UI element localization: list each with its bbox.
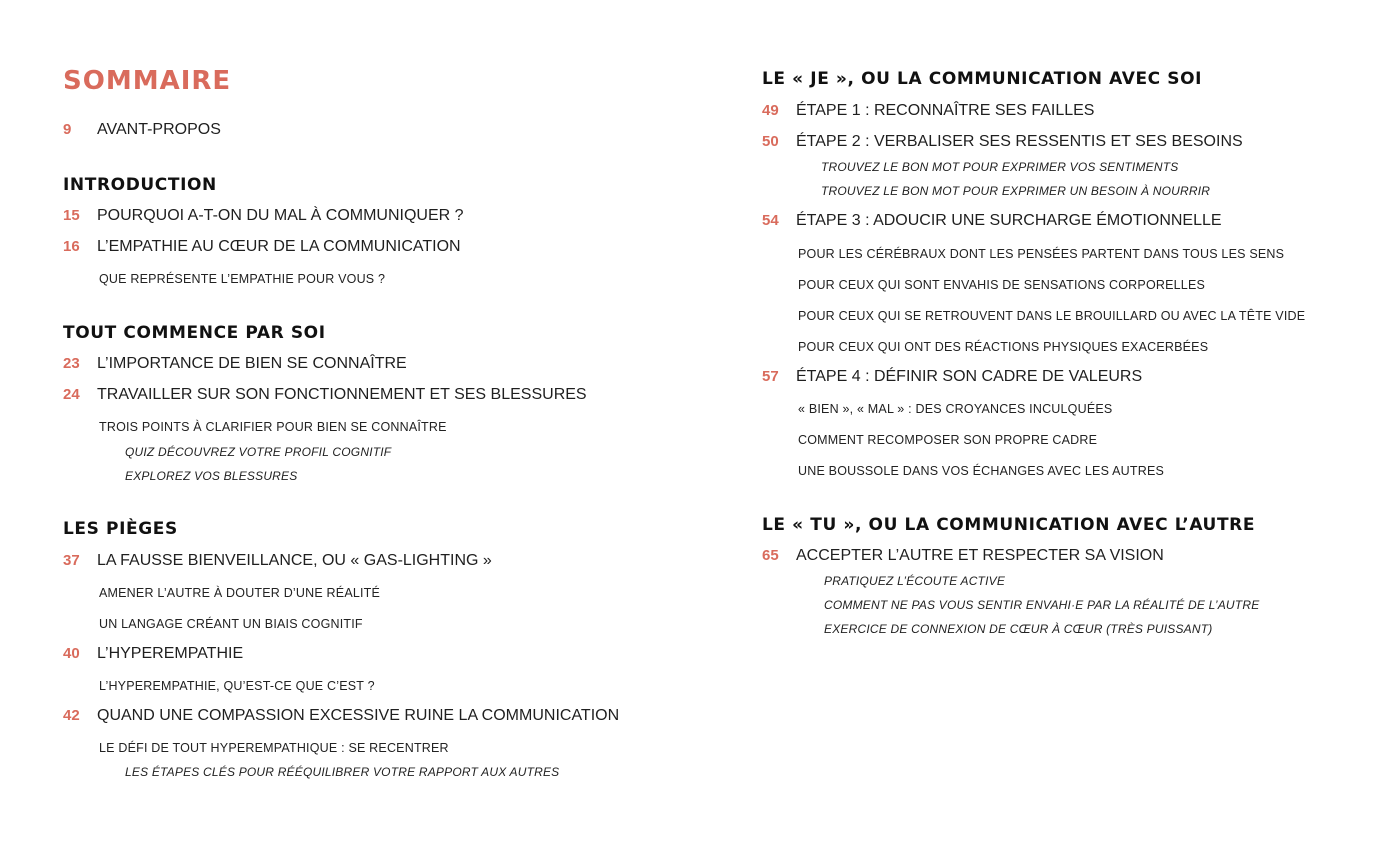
page-number: 50: [762, 133, 779, 150]
toc-subentry: TROIS POINTS À CLARIFIER POUR BIEN SE CONNAÎTRE: [99, 420, 447, 434]
page-number: 40: [63, 645, 80, 662]
toc-subentry: POUR CEUX QUI SONT ENVAHIS DE SENSATIONS CORPORELLES: [798, 278, 1206, 292]
toc-subentry: UN LANGAGE CRÉANT UN BIAIS COGNITIF: [99, 617, 363, 631]
page-number: 23: [63, 355, 80, 372]
toc-subsubentry: TROUVEZ LE BON MOT POUR EXPRIMER UN BESOIN À NOURRIR: [821, 184, 1211, 198]
page-number: 49: [762, 102, 779, 119]
page-number: 9: [63, 121, 72, 138]
entry-title: ÉTAPE 3 : ADOUCIR UNE SURCHARGE ÉMOTIONNELLE: [796, 212, 1222, 229]
page-number: 16: [63, 238, 80, 255]
entry-title: ÉTAPE 2 : VERBALISER SES RESSENTIS ET SES BESOINS: [796, 133, 1243, 150]
section-heading: LE « JE », OU LA COMMUNICATION AVEC SOI: [762, 69, 1203, 89]
section-heading: LE « TU », OU LA COMMUNICATION AVEC L’AUTRE: [762, 515, 1256, 535]
toc-subsubentry: EXPLOREZ VOS BLESSURES: [125, 469, 298, 483]
entry-title: QUAND UNE COMPASSION EXCESSIVE RUINE LA COMMUNICATION: [97, 707, 620, 724]
toc-subentry: POUR CEUX QUI SE RETROUVENT DANS LE BROUILLARD OU AVEC LA TÊTE VIDE: [798, 309, 1306, 323]
page-title: SOMMAIRE: [63, 66, 232, 96]
toc-subentry: « BIEN », « MAL » : DES CROYANCES INCULQUÉES: [798, 402, 1113, 416]
toc-subentry: LE DÉFI DE TOUT HYPEREMPATHIQUE : SE RECENTRER: [99, 741, 449, 755]
entry-title: L’IMPORTANCE DE BIEN SE CONNAÎTRE: [97, 355, 407, 372]
entry-title: POURQUOI A-T-ON DU MAL À COMMUNIQUER ?: [97, 207, 464, 224]
entry-title: AVANT-PROPOS: [97, 121, 221, 138]
section-heading: LES PIÈGES: [63, 519, 178, 539]
page-number: 57: [762, 368, 779, 385]
page-number: 37: [63, 552, 80, 569]
page-number: 24: [63, 386, 80, 403]
toc-subentry: COMMENT RECOMPOSER SON PROPRE CADRE: [798, 433, 1098, 447]
toc-subentry: POUR CEUX QUI ONT DES RÉACTIONS PHYSIQUES EXACERBÉES: [798, 340, 1209, 354]
entry-title: ÉTAPE 4 : DÉFINIR SON CADRE DE VALEURS: [796, 368, 1143, 385]
toc-subentry: AMENER L’AUTRE À DOUTER D’UNE RÉALITÉ: [99, 586, 381, 600]
entry-title: L’HYPEREMPATHIE: [97, 645, 244, 662]
toc-subsubentry: EXERCICE DE CONNEXION DE CŒUR À CŒUR (TRÈS PUISSANT): [824, 622, 1213, 636]
toc-subsubentry: QUIZ DÉCOUVREZ VOTRE PROFIL COGNITIF: [125, 445, 392, 459]
toc-subsubentry: TROUVEZ LE BON MOT POUR EXPRIMER VOS SENTIMENTS: [821, 160, 1179, 174]
toc-subentry: POUR LES CÉRÉBRAUX DONT LES PENSÉES PARTENT DANS TOUS LES SENS: [798, 247, 1285, 261]
entry-title: ÉTAPE 1 : RECONNAÎTRE SES FAILLES: [796, 102, 1095, 119]
page-number: 15: [63, 207, 80, 224]
page-number: 65: [762, 547, 779, 564]
toc-subsubentry: PRATIQUEZ L’ÉCOUTE ACTIVE: [824, 574, 1006, 588]
page-number: 42: [63, 707, 80, 724]
entry-title: LA FAUSSE BIENVEILLANCE, OU « GAS-LIGHTING »: [97, 552, 492, 569]
toc-subsubentry: COMMENT NE PAS VOUS SENTIR ENVAHI·E PAR LA RÉALITÉ DE L’AUTRE: [824, 598, 1260, 612]
toc-subsubentry: LES ÉTAPES CLÉS POUR RÉÉQUILIBRER VOTRE RAPPORT AUX AUTRES: [125, 765, 560, 779]
page-number: 54: [762, 212, 779, 229]
toc-subentry: UNE BOUSSOLE DANS VOS ÉCHANGES AVEC LES AUTRES: [798, 464, 1165, 478]
toc-subentry: L’HYPEREMPATHIE, QU’EST-CE QUE C’EST ?: [99, 679, 375, 693]
entry-title: L’EMPATHIE AU CŒUR DE LA COMMUNICATION: [97, 238, 461, 255]
entry-title: TRAVAILLER SUR SON FONCTIONNEMENT ET SES BLESSURES: [97, 386, 587, 403]
entry-title: ACCEPTER L’AUTRE ET RESPECTER SA VISION: [796, 547, 1164, 564]
section-heading: INTRODUCTION: [63, 175, 217, 195]
section-heading: TOUT COMMENCE PAR SOI: [63, 323, 326, 343]
toc-subentry: QUE REPRÉSENTE L’EMPATHIE POUR VOUS ?: [99, 272, 386, 286]
